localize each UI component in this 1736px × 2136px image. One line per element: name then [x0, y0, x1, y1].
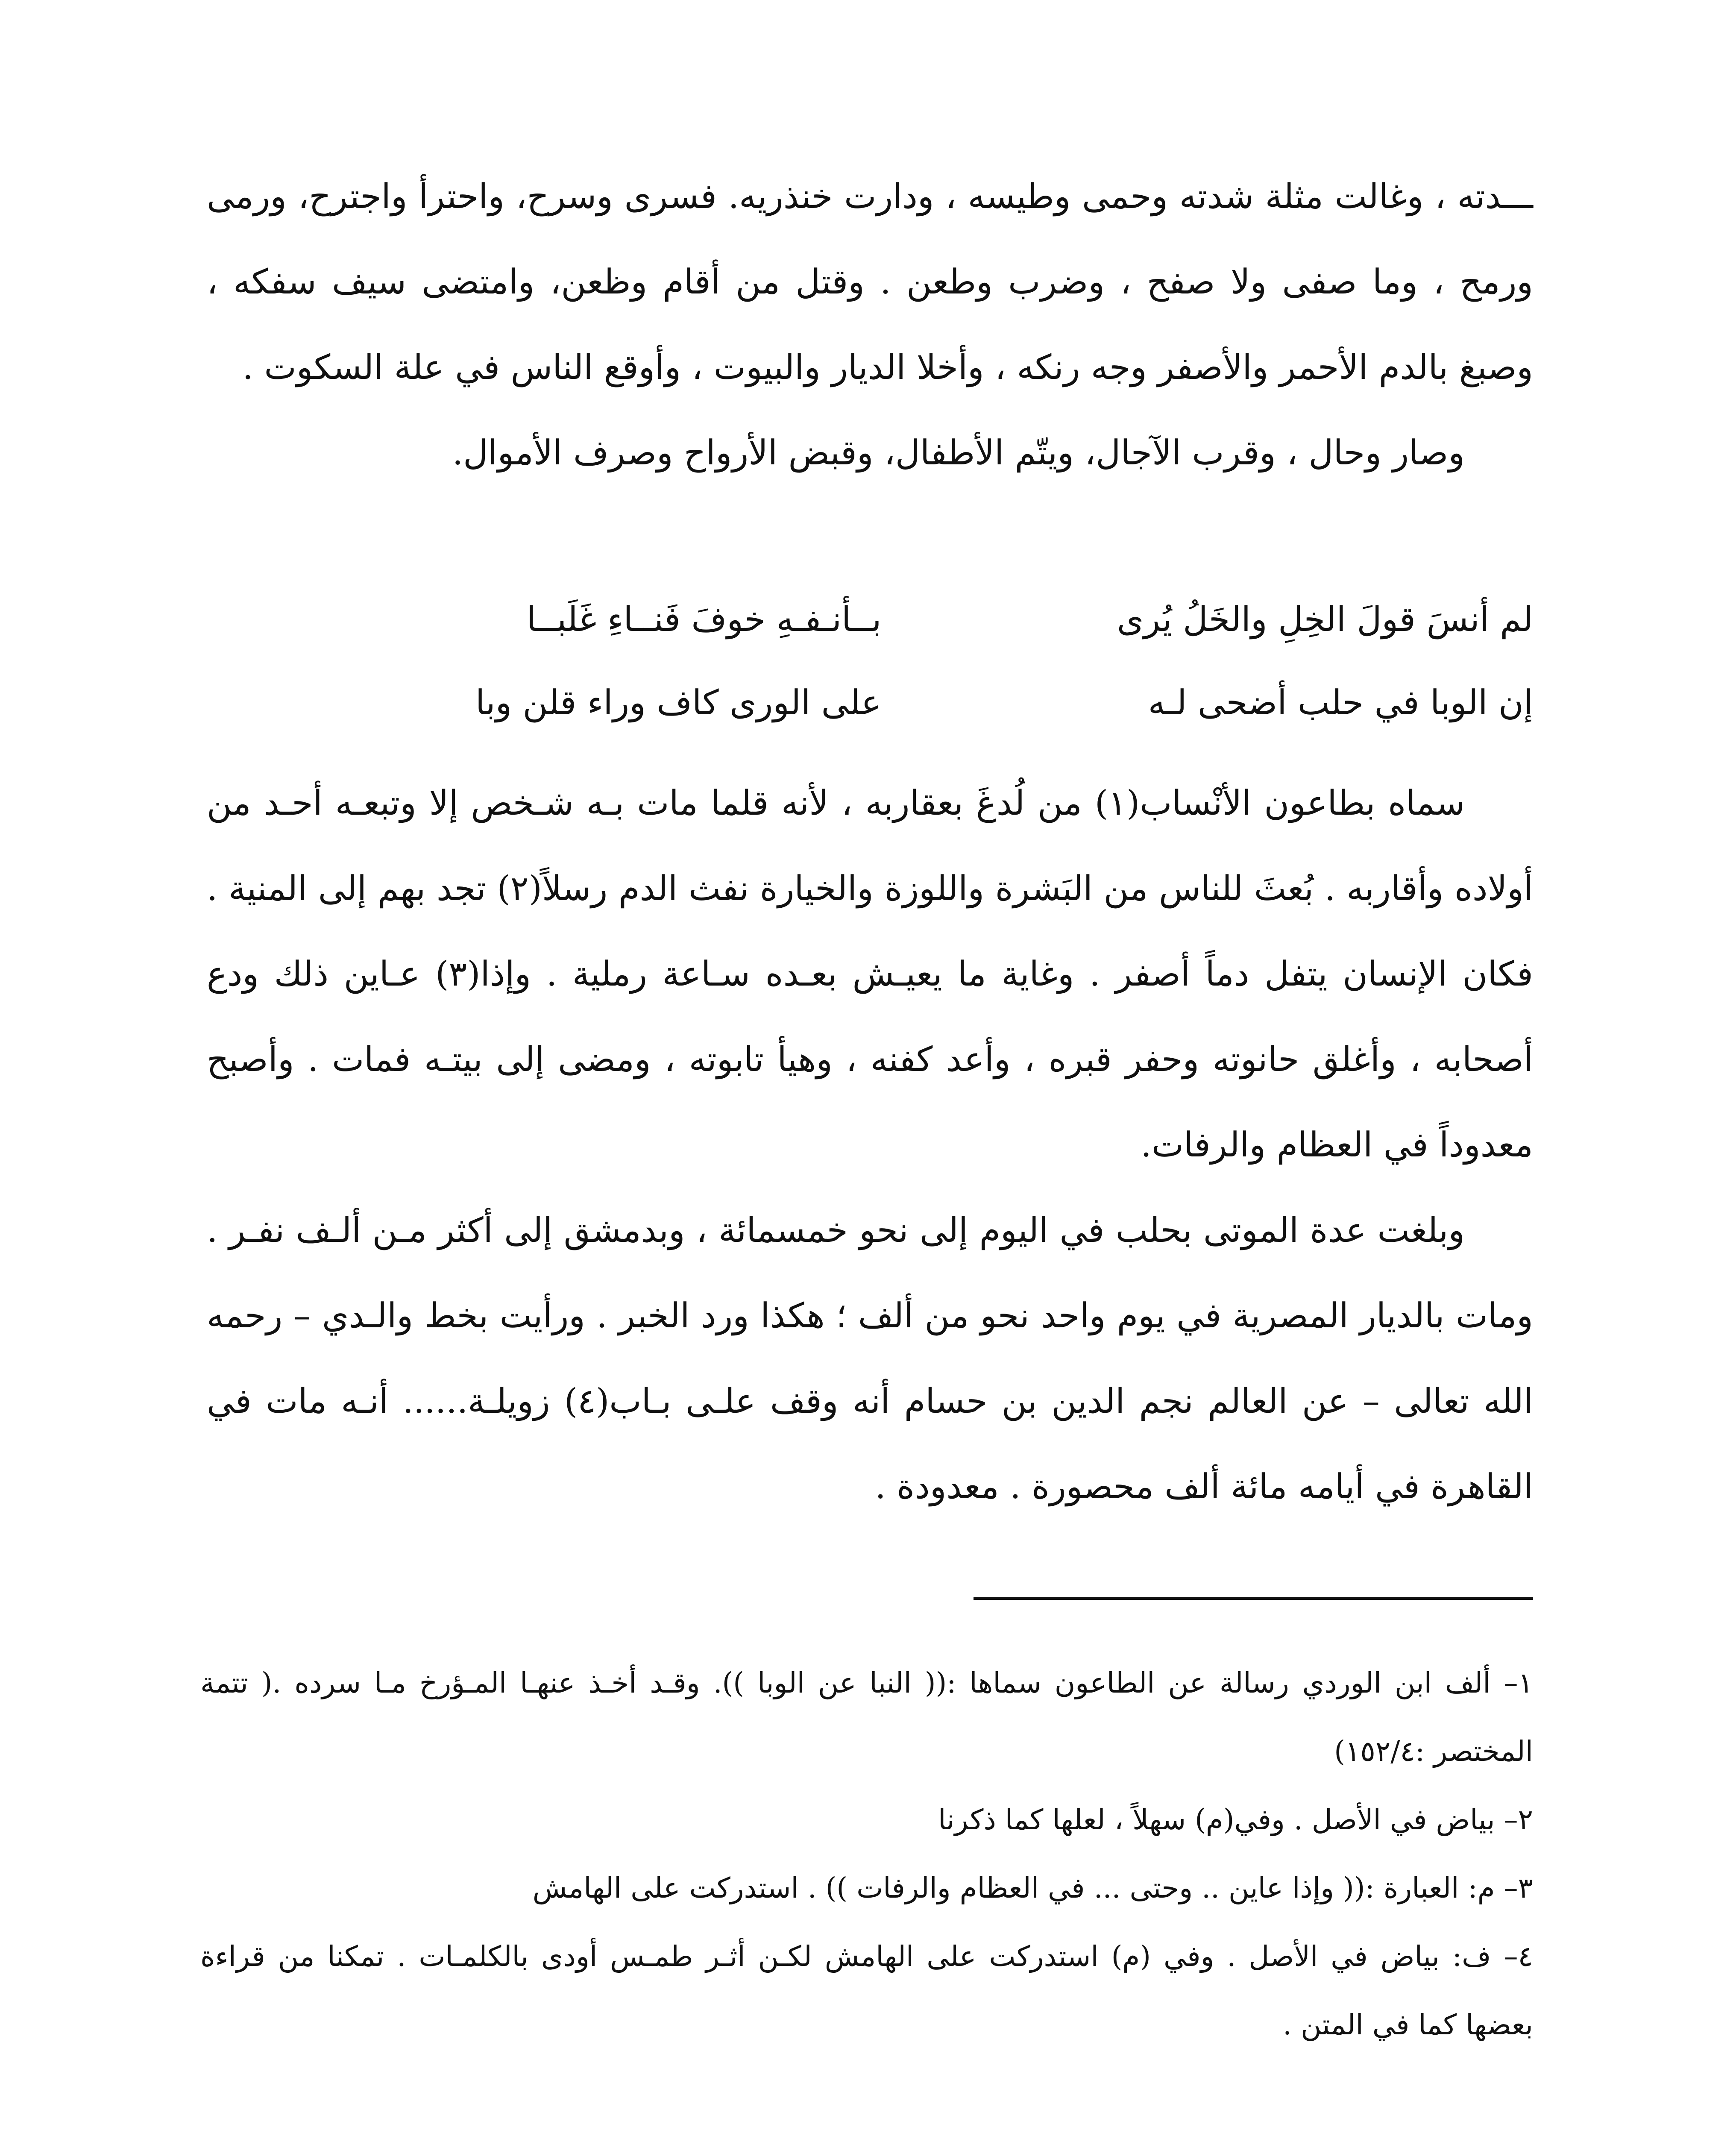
- verse-hemistich-second: على الورى كاف وراء قلن وبا: [475, 683, 882, 722]
- main-text-top: [207, 154, 1533, 496]
- footnote: ٤– ف: بياض في الأصل . وفي (م) استدركت على الهامش لكـن أثـر طمـس أودى بالكلمـات . تمكنا من قراءة بعضها كما في المتن .: [200, 1940, 1533, 2041]
- footnote: ١– ألف ابن الوردي رسالة عن الطاعون سماها :(( النبا عن الوبا )). وقـد أخـذ عنهـا المـؤرخ مـا سرده .( تتمة المختصر :١٥٢/٤): [200, 1667, 1533, 1768]
- poem-verse: [207, 664, 1533, 741]
- paragraph: سماه بطاعون الأنْساب(١) من لُدغَ بعقاربه ، لأنه قلما مات بـه شـخص إلا وتبعـه أحـد من أولاده وأقاربه . بُعثَ للناس من البَشرة واللوزة والخيارة نفث الدم رسلاً(٢) تجد بهم إلى المنية . فكان الإنسان يتفل دماً أصفر . وغاية ما يعيـش بعـده سـاعة رملية . وإذا(٣) عـاين ذلك ودع أصحابه ، وأغلق حانوته وحفر قبره ، وأعد كفنه ، وهيأ تابوته ، ومضى إلى بيتـه فمات . وأصبح معدوداً في العظام والرفات.: [207, 783, 1534, 1165]
- paragraph: وبلغت عدة الموتى بحلب في اليوم إلى نحو خمسمائة ، وبدمشق إلى أكثر مـن ألـف نفـر . ومات بالديار المصرية في يوم واحد نحو من ألف ؛ هكذا ورد الخبر . ورأيت بخط والـدي – رحمه الله تعالى – عن العالم نجم الدين بن حسام أنه وقف علـى بـاب(٤) زويلـة...... أنـه مات في القاهرة في أيامه مائة ألف محصورة . معدودة .: [207, 1210, 1533, 1506]
- footnote: ٣– م: العبارة :(( وإذا عاين .. وحتى ... في العظام والرفات )) . استدركت على الهامش: [532, 1872, 1533, 1904]
- verse-hemistich-first: إن الوبا في حلب أضحى لـه: [1148, 683, 1533, 722]
- paragraph: ـــدته ، وغالت مثلة شدته وحمى وطيسه ، ودارت خنذريه. فسرى وسرح، واحترأ واجترح، ورمى ورمح ، وما صفى ولا صفح ، وضرب وطعن . وقتل من أقام وظعن، وامتضى سيف سفكه ، وصبغ بالدم الأحمر والأصفر وجه رنكه ، وأخلا الديار والبيوت ، وأوقع الناس في علة السكوت .: [207, 176, 1533, 387]
- verse-hemistich-second: بــأنـفـهِ خوفَ فَنــاءِ غَلَبــا: [526, 599, 882, 639]
- verse-hemistich-first: لم أنسَ قولَ الخِلِ والخَلُ يُرى: [1117, 599, 1533, 639]
- footnote-separator: [974, 1597, 1533, 1600]
- footnote: ٢– بياض في الأصل . وفي(م) سهلاً ، لعلها كما ذكرنا: [938, 1803, 1533, 1836]
- footnotes: [200, 1649, 1533, 2059]
- poem-verse: [207, 581, 1533, 658]
- paragraph: وصار وحال ، وقرب الآجال، ويتّم الأطفال، وقبض الأرواح وصرف الأموال.: [452, 433, 1465, 472]
- main-text-bottom: [207, 760, 1533, 1529]
